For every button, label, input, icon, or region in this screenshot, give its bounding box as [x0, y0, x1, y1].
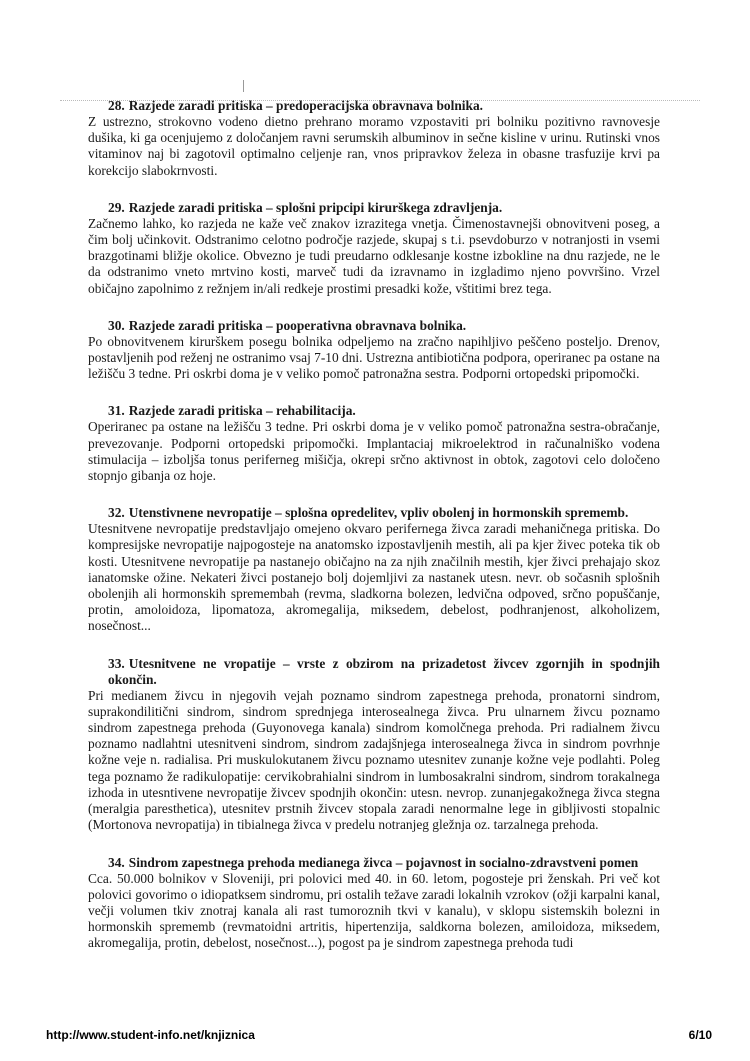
section-heading: [88, 403, 660, 419]
section-32: [88, 505, 660, 634]
section-30: [88, 318, 660, 383]
section-text: Po obnovitvenem kirurškem posegu bolnika odpeljemo na zračno napihljivo peščeno posteljo. Drenov, postavljenih pod reženj ne ostranimo vsaj 7-10 dni. Ustrezna antibiotična podpora, operiranec pa ostane na ležišču 3 tedne. Pri oskrbi doma je v veliko pomoč patronažna sestra. Podporni ortopedski pripomočki.: [88, 333, 660, 382]
section-heading: [88, 656, 660, 688]
page-number: 6/10: [688, 1028, 712, 1042]
section-28: [88, 98, 660, 179]
section-heading: [88, 200, 660, 216]
section-29: [88, 200, 660, 297]
section-33: [88, 656, 660, 834]
section-number: 30.: [108, 317, 125, 333]
section-text: Pri medianem živcu in njegovih vejah poznamo sindrom zapestnega prehoda, pronatorni sindrom, suprakondilitični sindrom, sindrom sprednjega interosealnega živca. Pru ulnarnem živcu poznamo sindrom zapestnega prehoda (Guyonovega kanala) sindrom komolčnega prehoda. Pri radialnem živcu poznamo nadlahtni utesnitveni sindrom, sindrom zadajšnjega interosealnega živca in sindrom povrhnje kožne veje n. radialisa. Pri muskulokutanem živcu poznamo utesnitev zunanje kožne veje podlahti. Poleg tega poznamo že radikulopatije: cervikobrahialni sindrom in lumbosakralni sindrom, sindrom torakalnega izhoda in utesntivene nevropatije živcev spodnjih okončin: utesn. nevrop. zunanjegakožnega živca stegna (meralgia paresthetica), utesnitev prstnih živcev stopala zaradi nenormalne lege in gibljivosti stopalnic (Mortonova nevropatija) in tibialnega živca v predelu notranjeg gležnja oz. tarzalnega prehoda.: [88, 687, 660, 833]
section-title: Utenstivnene nevropatije – splošna opredelitev, vpliv obolenj in hormonskih sprememb.: [128, 505, 629, 521]
scan-artifact-tick: [243, 80, 244, 92]
section-text: Začnemo lahko, ko razjeda ne kaže več znakov izrazitega vnetja. Čimenostavnejši obnovitveni poseg, a čim bolj učinkovit. Odstranimo celotno področje razjede, skupaj s t.i. psevdoburzo v notranjosti in vsemi brazgotinami bližje okolice. Obvezno je tudi preudarno odklesanje kostne izbokline na dnu razjede, ne le da odstranimo vneto mrtvino kosti, marveč tudi da izravnamo in izgladimo njeno povvršino. Vrzel običajno zapolnimo z režnjem in/ali redkeje prostimi presadki kože, vštitimi brez tega.: [88, 215, 660, 296]
section-title: Sindrom zapestnega prehoda medianega živca – pojavnost in socialno-zdravstveni pomen: [128, 854, 639, 870]
section-number: 31.: [108, 403, 125, 419]
section-34: [88, 855, 660, 952]
section-title: Razjede zaradi pritiska – pooperativna obravnava bolnika.: [128, 317, 467, 333]
section-heading: [88, 98, 660, 114]
section-number: 28.: [108, 98, 125, 113]
section-text: Operiranec pa ostane na ležišču 3 tedne. Pri oskrbi doma je v veliko pomoč patronažna sestra-obračanje, prevezovanje. Podporni ortopedski pripomočki. Implantaciaj mikroelektrod in računalniško vodena stimulacija – izboljša tonus periferneg mišičja, okrepi srčno aktivnost in obtok, zagotovi celo določeno stopnjo gibanja oz hoje.: [88, 419, 660, 484]
section-text: Cca. 50.000 bolnikov v Sloveniji, pri polovici med 40. in 60. letom, pogosteje pri ženskah. Pri več kot polovici govorimo o idiopatksem sindromu, pri ostalih težave zaradi lokalnih vzrokov (ožji karpalni kanal, večji volumen tkiv znotraj kanala ali rast tumoroznih tkvi v kanalu), v sklopu sistemskih bolezni in hormonskih sprememb (revmatoidni artritis, hipertenzija, saldkorna bolezen, amiloidoza, miksedem, akromegalija, protin, debelost, nosečnost...), pogost pa je sindrom zapestnega prehoda tudi: [88, 870, 660, 951]
section-number: 33.: [108, 655, 125, 671]
section-heading: [88, 505, 660, 521]
section-number: 34.: [108, 854, 125, 870]
page-footer: [46, 1028, 712, 1046]
section-title: Razjede zaradi pritiska – splošni pripcipi kirurškega zdravljenja.: [128, 199, 503, 215]
section-heading: [88, 855, 660, 871]
section-title: Razjede zaradi pritiska – rehabilitacija.: [128, 403, 356, 419]
section-title: Razjede zaradi pritiska – predoperacijska obravnava bolnika.: [128, 98, 483, 113]
section-heading: [88, 318, 660, 334]
section-title: Utesnitvene ne vropatije – vrste z obzirom na prizadetost živcev zgornjih in spodnjih okončin.: [108, 655, 660, 687]
page-content: [88, 98, 660, 973]
section-31: [88, 403, 660, 484]
section-text: Utesnitvene nevropatije predstavljajo omejeno okvaro perifernega živca zaradi mehaničnega pritiska. Do kompresijske nevropatije najpogosteje na anatomsko izpostavljenih mestih, ali pa kjer živec poteka tik ob kosti. Utesnitvene nevropatije pa nastanejo običajno na za njih značilnih mestih, kjer živci prehajajo skoz ianatomske ožine. Nekateri živci postanejo bolj dojemljivi za nastanek utesn. nevr. ob sočasnih splošnih obolenjih ali hormonskih spremembah (revma, sladkorna bolezen, ledvična odpoved, srčno popuščanje, protin, amoloidoza, lipomatoza, akromegalija, miksedem, debelost, podhranjenost, alkoholizem, nosečnost...: [88, 521, 660, 634]
section-number: 32.: [108, 505, 125, 521]
footer-url-link[interactable]: http://www.student-info.net/knjiznica: [46, 1028, 255, 1042]
section-text: Z ustrezno, strokovno vodeno dietno prehrano moramo vzpostaviti pri bolniku pozitivno ravnovesje dušika, ki ga ocenjujemo z določanjem ravni serumskih albuminov in sečne kisline v urinu. Rutinski vnos vitaminov naj bi zagotovil optimalno celjenje ran, vnos pripravkov železa in obasne trasfuzije krvi pa korekcijo slabokrnvosti.: [88, 114, 660, 178]
section-number: 29.: [108, 199, 125, 215]
